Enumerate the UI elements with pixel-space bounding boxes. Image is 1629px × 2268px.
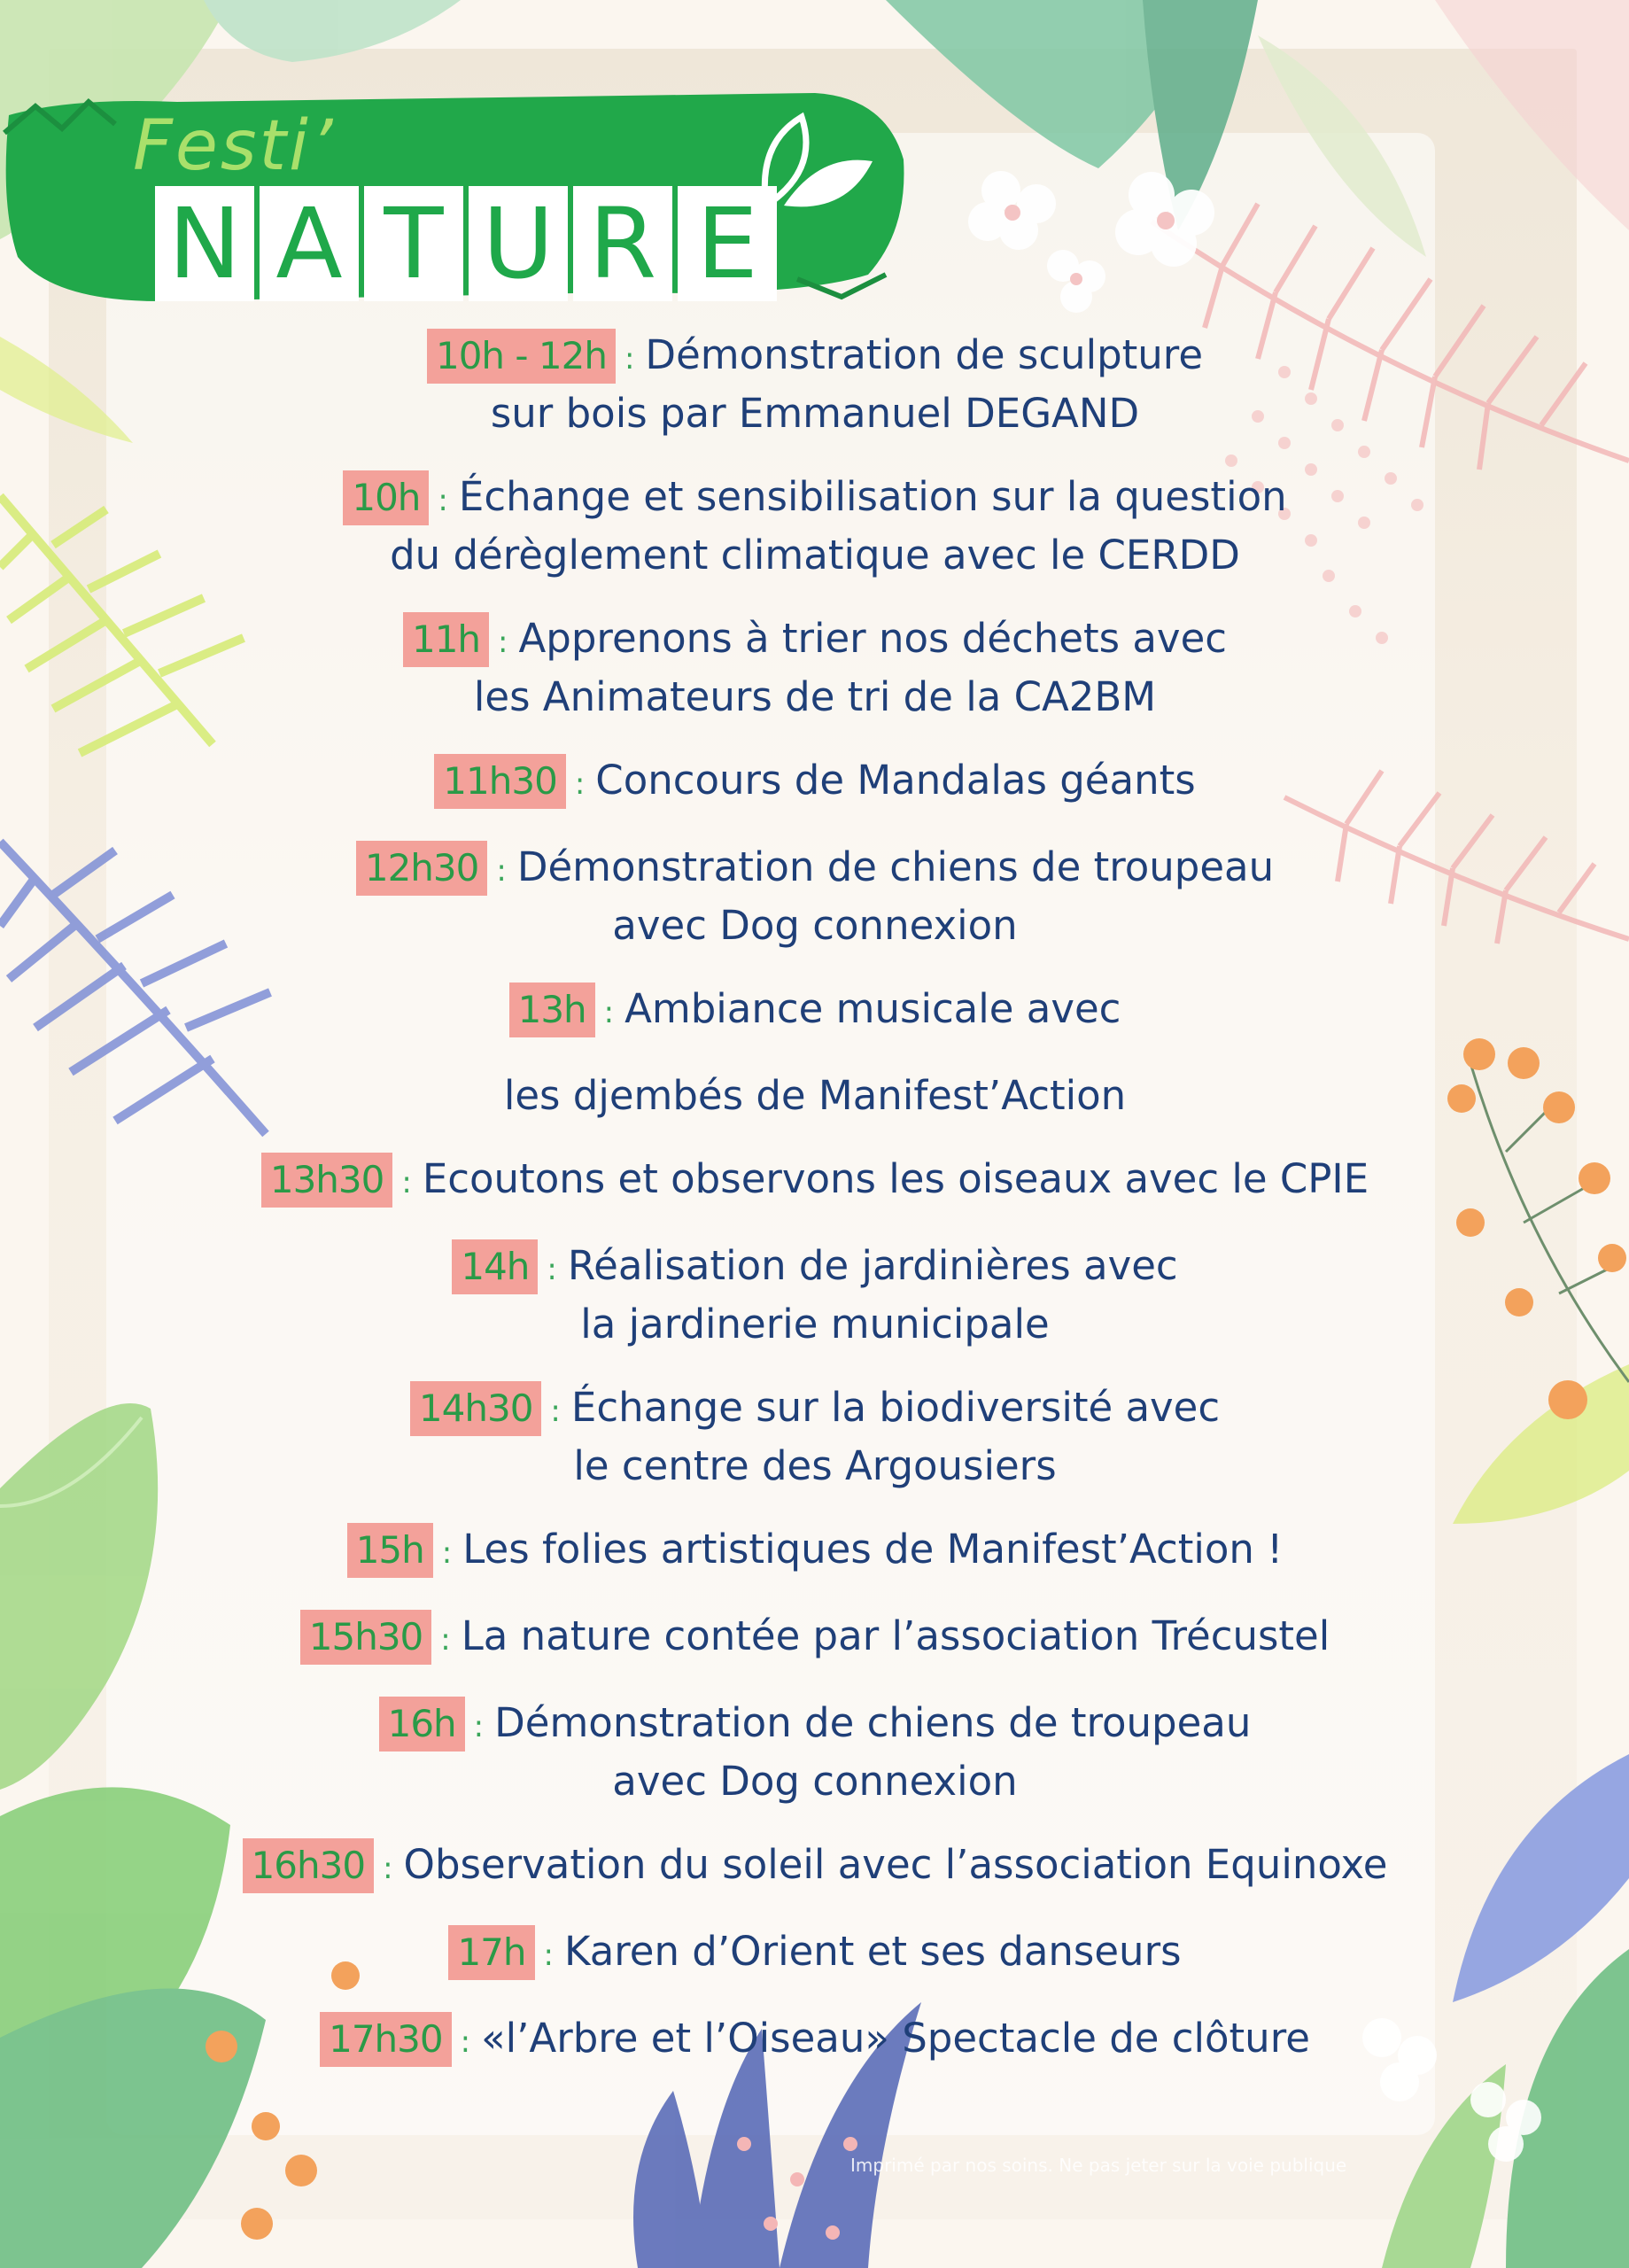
schedule-item: 10h : Échange et sensibilisation sur la question du dérèglement climatique avec le CERDD	[159, 470, 1470, 583]
time-badge: 11h30	[434, 754, 566, 809]
schedule-item: 15h : Les folies artistiques de Manifest’Action !	[159, 1522, 1470, 1581]
activity-line: Concours de Mandalas géants	[595, 757, 1196, 804]
time-badge: 16h	[379, 1697, 465, 1751]
title-letter: A	[260, 186, 359, 301]
title-small: Festi’	[133, 106, 336, 186]
activity-line: Échange sur la biodiversité avec	[570, 1384, 1221, 1431]
schedule-item: 15h30 : La nature contée par l’association Trécustel	[159, 1609, 1470, 1667]
activity-line: Ambiance musicale avec	[624, 985, 1121, 1032]
activity-line: avec Dog connexion	[612, 902, 1018, 949]
title-block	[0, 53, 912, 310]
schedule-item: 14h : Réalisation de jardinières avec la jardinerie municipale	[159, 1239, 1470, 1352]
title-letter: E	[678, 186, 777, 301]
time-badge: 10h - 12h	[427, 329, 616, 384]
schedule-item: 16h30 : Observation du soleil avec l’association Equinoxe	[159, 1837, 1470, 1896]
activity-line: Démonstration de chiens de troupeau	[494, 1699, 1252, 1746]
schedule-item: 13h30 : Ecoutons et observons les oiseaux avec le CPIE	[159, 1152, 1470, 1210]
activity-line: le centre des Argousiers	[573, 1442, 1057, 1489]
leaf-icon	[749, 108, 881, 214]
activity-line: «l’Arbre et l’Oiseau» Spectacle de clôture	[481, 2015, 1310, 2062]
schedule-item: 13h : Ambiance musicale avec les djembés de Manifest’Action	[159, 982, 1470, 1123]
time-badge: 15h30	[300, 1610, 432, 1665]
schedule-item: 11h30 : Concours de Mandalas géants	[159, 753, 1470, 812]
schedule-item: 10h - 12h : Démonstration de sculpture sur bois par Emmanuel DEGAND	[159, 328, 1470, 441]
time-badge: 12h30	[356, 841, 488, 896]
activity-line: Les folies artistiques de Manifest’Action !	[462, 1526, 1284, 1573]
title-letter: R	[573, 186, 672, 301]
activity-line: la jardinerie municipale	[580, 1301, 1050, 1348]
schedule-item: 12h30 : Démonstration de chiens de troupeau avec Dog connexion	[159, 840, 1470, 953]
schedule-item: 17h30 : «l’Arbre et l’Oiseau» Spectacle de clôture	[159, 2011, 1470, 2070]
title-letter: N	[155, 186, 254, 301]
activity-line: Démonstration de chiens de troupeau	[516, 843, 1275, 890]
time-badge: 17h	[448, 1925, 534, 1980]
time-badge: 17h30	[320, 2012, 452, 2067]
activity-line: Karen d’Orient et ses danseurs	[563, 1928, 1182, 1975]
activity-line: Observation du soleil avec l’association Equinoxe	[403, 1841, 1388, 1888]
title-letter: U	[469, 186, 568, 301]
time-badge: 13h	[509, 983, 595, 1037]
time-badge: 16h30	[243, 1838, 375, 1893]
time-badge: 15h	[347, 1523, 433, 1578]
schedule-item: 16h : Démonstration de chiens de troupeau avec Dog connexion	[159, 1696, 1470, 1809]
activity-line: avec Dog connexion	[612, 1758, 1018, 1805]
activity-line: les Animateurs de tri de la CA2BM	[473, 673, 1157, 720]
activity-line: La nature contée par l’association Trécustel	[461, 1612, 1330, 1659]
activity-line: Ecoutons et observons les oiseaux avec le CPIE	[422, 1155, 1369, 1202]
schedule-list	[159, 328, 1470, 2070]
activity-line: les djembés de Manifest’Action	[503, 1072, 1127, 1119]
schedule-item: 17h : Karen d’Orient et ses danseurs	[159, 1924, 1470, 1983]
activity-line: Démonstration de sculpture	[645, 331, 1204, 378]
time-badge: 10h	[343, 470, 429, 525]
activity-line: du dérèglement climatique avec le CERDD	[390, 532, 1240, 579]
time-badge: 11h	[403, 612, 489, 667]
schedule-item: 11h : Apprenons à trier nos déchets avec les Animateurs de tri de la CA2BM	[159, 611, 1470, 725]
schedule-item: 14h30 : Échange sur la biodiversité avec le centre des Argousiers	[159, 1380, 1470, 1494]
time-badge: 13h30	[261, 1153, 393, 1208]
title-main	[155, 186, 777, 301]
activity-line: Apprenons à trier nos déchets avec	[518, 615, 1227, 662]
activity-line: Échange et sensibilisation sur la question	[458, 473, 1287, 520]
time-badge: 14h30	[410, 1381, 542, 1436]
footer-note: Imprimé par nos soins. Ne pas jeter sur la voie publique	[850, 2155, 1347, 2176]
activity-line: Réalisation de jardinières avec	[567, 1242, 1178, 1289]
activity-line: sur bois par Emmanuel DEGAND	[490, 390, 1140, 437]
title-letter: T	[364, 186, 463, 301]
time-badge: 14h	[452, 1239, 538, 1294]
